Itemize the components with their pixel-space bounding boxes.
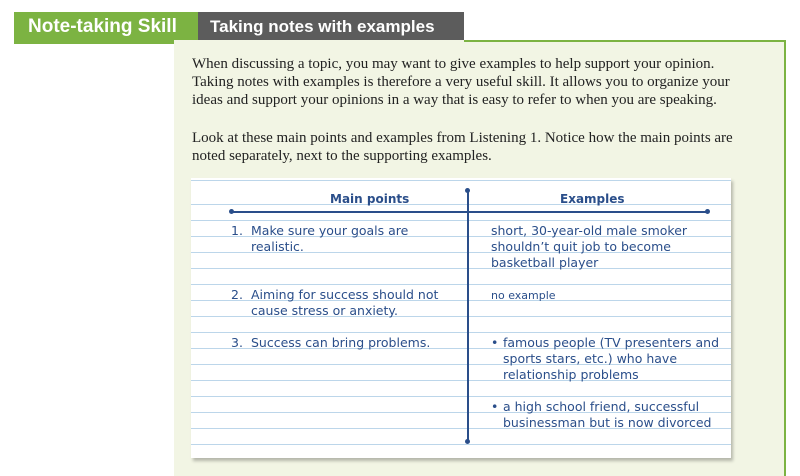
example-2: no example xyxy=(491,289,556,302)
example-3b xyxy=(491,399,721,431)
example-bullet-text: famous people (TV presenters and sports stars, etc.) who have relationship problems xyxy=(503,335,720,382)
skill-label: Note-taking Skill xyxy=(14,12,198,42)
main-point-1 xyxy=(231,223,461,255)
example-3a xyxy=(491,335,721,383)
example-bullet-text: a high school friend, successful businessman but is now divorced xyxy=(503,399,712,430)
bullet: • xyxy=(491,335,499,350)
main-point-number: 3. xyxy=(231,335,243,350)
main-point-text: Aiming for success should not cause stress or anxiety. xyxy=(251,287,439,318)
column-header-main-points: Main points xyxy=(330,192,410,206)
divider-top-dot xyxy=(465,188,470,193)
intro-paragraph-1: When discussing a topic, you may want to give examples to help support your opinion. Taking notes with examples is therefore a very useful skill. It allows you to organize your ideas and support your opinions in a way that is easy to refer to when you are speaking. xyxy=(192,56,730,108)
main-point-number: 2. xyxy=(231,287,243,302)
column-divider xyxy=(467,190,469,442)
header-divider xyxy=(231,211,707,213)
notes-sheet xyxy=(191,178,731,458)
header-divider-left-dot xyxy=(229,209,234,214)
panel-right-border xyxy=(784,40,786,476)
divider-bottom-dot xyxy=(465,439,470,444)
main-point-text: Success can bring problems. xyxy=(251,335,431,350)
main-point-text: Make sure your goals are realistic. xyxy=(251,223,409,254)
intro-paragraph-2: Look at these main points and examples from Listening 1. Notice how the main points are noted separately, next to the supporting examples. xyxy=(192,130,733,164)
topic-title: Taking notes with examples xyxy=(198,12,464,42)
example-1: short, 30-year-old male smoker shouldn’t quit job to become basketball player xyxy=(491,223,688,270)
panel-top-border xyxy=(464,40,786,42)
main-point-number: 1. xyxy=(231,223,243,238)
main-point-2 xyxy=(231,287,461,319)
header-divider-right-dot xyxy=(705,209,710,214)
column-header-examples: Examples xyxy=(560,192,625,206)
bullet: • xyxy=(491,399,499,414)
main-point-3 xyxy=(231,335,461,351)
